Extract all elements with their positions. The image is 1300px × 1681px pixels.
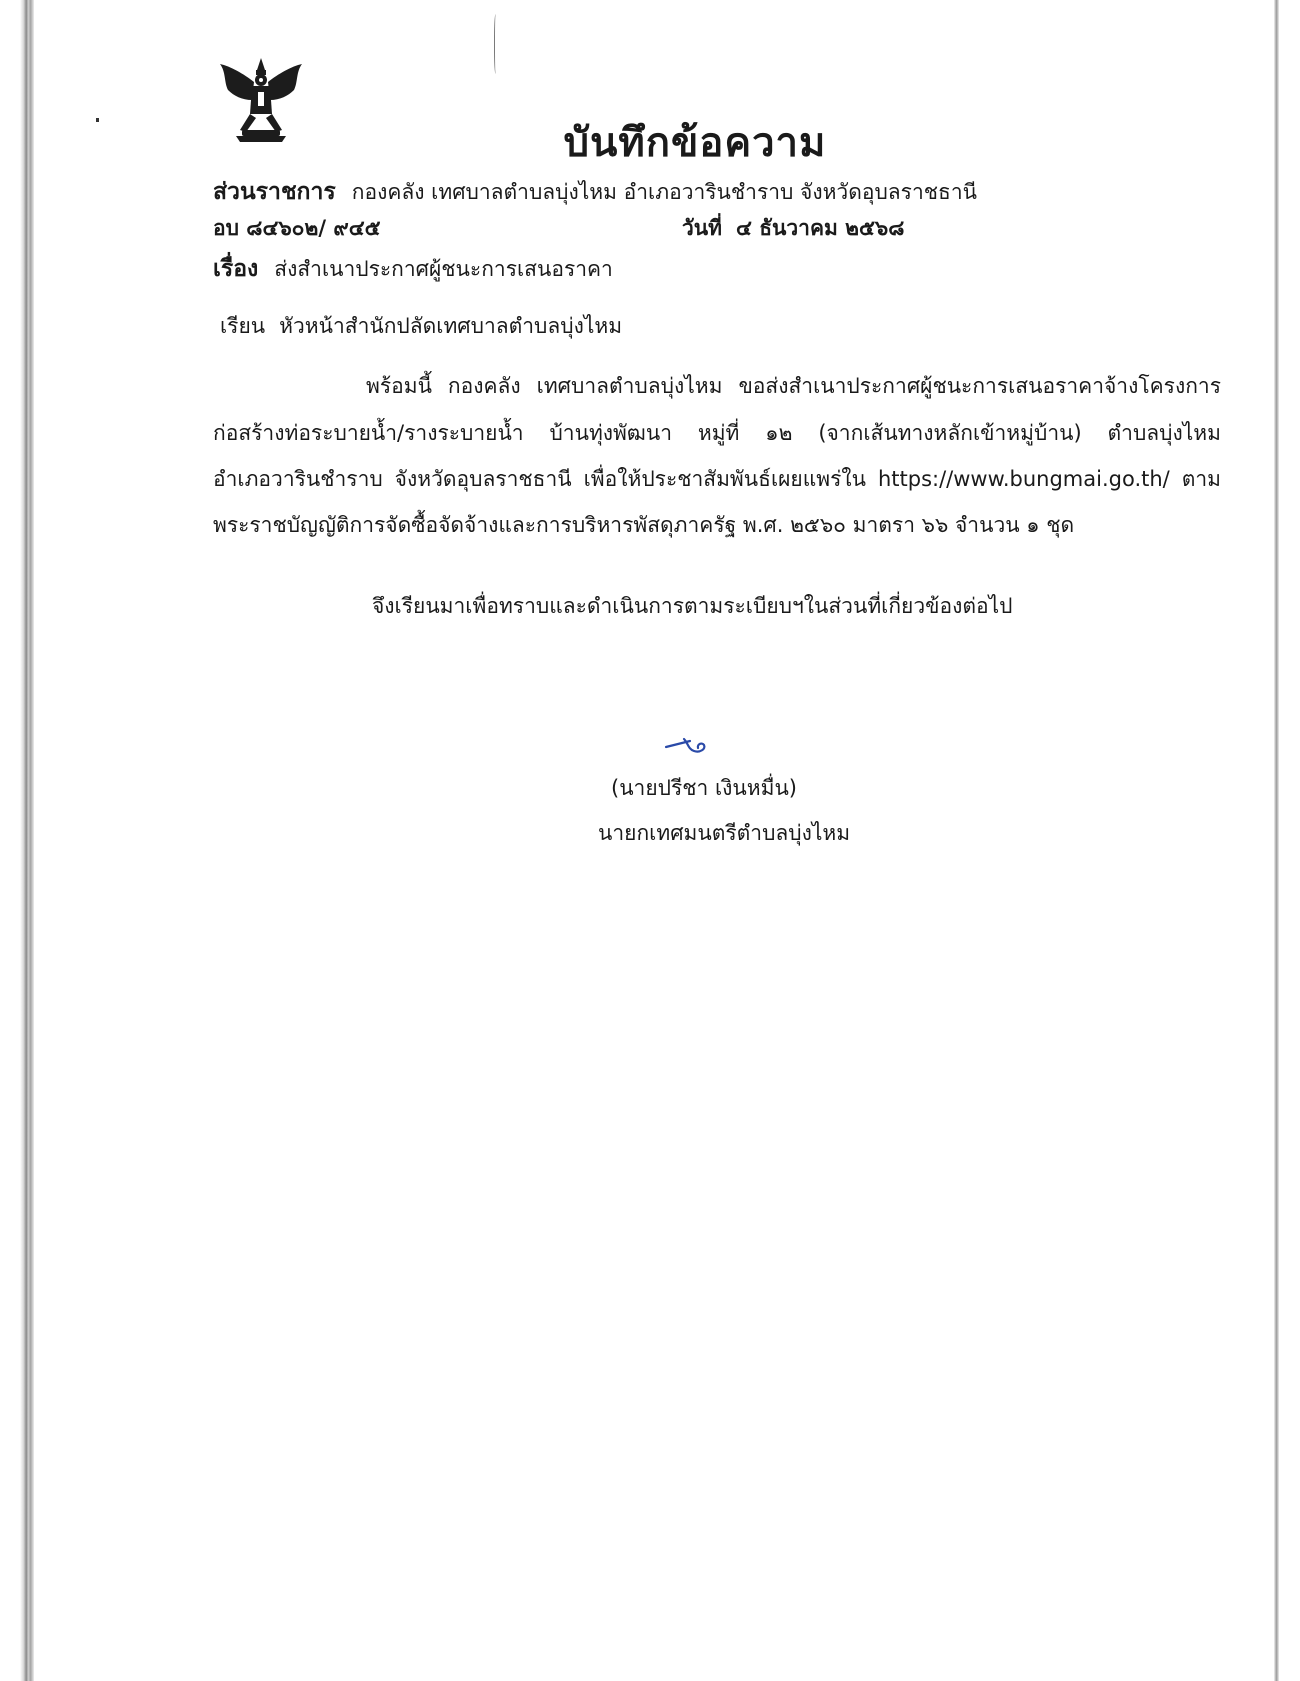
recipient-value: หัวหน้าสำนักปลัดเทศบาลตำบลบุ่งไหม [279, 314, 623, 338]
recipient-label: เรียน [220, 314, 266, 338]
body-paragraph-line: อำเภอวารินชำราบ จังหวัดอุบลราชธานี เพื่อให้ประชาสัมพันธ์เผยแพร่ใน https://www.bungmai.go.th/ ตาม [213, 467, 1221, 491]
recipient-line [220, 310, 622, 343]
agency-line [213, 174, 977, 210]
signature-mark [664, 735, 712, 757]
scan-fold-mark [494, 14, 498, 74]
date-line [682, 212, 904, 245]
memo-title: บันทึกข้อความ [563, 120, 827, 166]
body-paragraph-line: พระราชบัญญัติการจัดซื้อจัดจ้างและการบริหารพัสดุภาครัฐ พ.ศ. ๒๕๖๐ มาตรา ๖๖ จำนวน ๑ ชุด [213, 513, 1075, 537]
agency-label: ส่วนราชการ [213, 179, 336, 205]
signatory-name: (นายปรีชา เงินหมื่น) [611, 776, 797, 800]
agency-value: กองคลัง เทศบาลตำบลบุ่งไหม อำเภอวารินชำราบ จังหวัดอุบลราชธานี [351, 180, 977, 204]
date-value: ๔ ธันวาคม ๒๕๖๘ [736, 216, 905, 240]
date-label: วันที่ [682, 216, 722, 240]
subject-value: ส่งสำเนาประกาศผู้ชนะการเสนอราคา [274, 257, 613, 281]
subject-line [213, 251, 613, 287]
subject-label: เรื่อง [213, 256, 259, 282]
signatory-position: นายกเทศมนตรีตำบลบุ่งไหม [598, 821, 851, 845]
scan-edge-left [20, 0, 34, 1681]
reference-number: อบ ๘๔๖๐๒/ ๙๔๕ [213, 216, 381, 240]
body-paragraph-line: พร้อมนี้ กองคลัง เทศบาลตำบลบุ่งไหม ขอส่งสำเนาประกาศผู้ชนะการเสนอราคาจ้างโครงการ [366, 374, 1221, 398]
scan-edge-right [1274, 0, 1279, 1681]
closing-sentence: จึงเรียนมาเพื่อทราบและดำเนินการตามระเบียบฯในส่วนที่เกี่ยวข้องต่อไป [372, 594, 1013, 618]
body-paragraph-line: ก่อสร้างท่อระบายน้ำ/รางระบายน้ำ บ้านทุ่งพัฒนา หมู่ที่ ๑๒ (จากเส้นทางหลักเข้าหมู่บ้าน) ตำบลบุ่งไหม [213, 421, 1221, 445]
